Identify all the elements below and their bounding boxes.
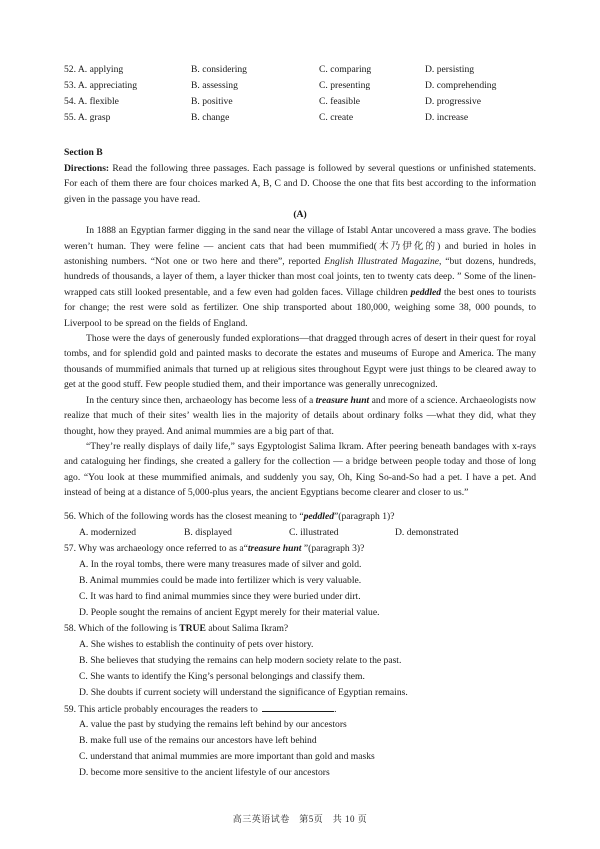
option-a: A. value the past by studying the remains left behind by our ancestors (79, 718, 347, 730)
directions-text: Read the following three passages. Each passage is followed by several questions or unfinished statements. For each of them there are four choices marked A, B, C and D. Choose the one that fits best according to the information given in the passage you have read. (64, 163, 536, 205)
cloze-option-d: D. increase (425, 112, 469, 123)
question-56-stem (64, 509, 536, 525)
cloze-option-b: B. change (191, 112, 230, 123)
directions-label: Directions: (64, 163, 110, 174)
cloze-option-row (64, 62, 536, 78)
option-d: D. demonstrated (395, 526, 459, 538)
cloze-option-b: B. considering (191, 64, 247, 75)
cloze-option-c: C. feasible (319, 96, 361, 107)
option-c: C. She wants to identify the King’s personal belongings and classify them. (79, 670, 365, 682)
option-d: D. She doubts if current society will understand the significance of Egyptian remains. (79, 686, 408, 698)
paragraph-1-text-c: the best ones to tourists for change; the rest were sold as fertilizer. One ship transported about 180,000, weighing some 38, 000 pounds, to Liverpool to be spread on the fields of England. (64, 286, 537, 329)
question-56-options (64, 525, 536, 541)
option-a: A. She wishes to establish the continuity of pets over history. (79, 638, 314, 650)
page-footer: 高三英语试卷 第5页 共 10 页 (232, 814, 368, 824)
question-59-stem (64, 701, 536, 717)
cloze-option-b: B. assessing (191, 80, 238, 91)
question-56-stem-b: ”(paragraph 1)? (334, 510, 395, 522)
cloze-option-d: D. comprehending (425, 80, 497, 91)
question-57 (64, 541, 536, 621)
cloze-option-a: 52. A. applying (64, 64, 124, 75)
paragraph-2: Those were the days of generously funded explorations—that dragged through acres of desert in their quest for royal tombs, and for splendid gold and painted masks to decorate the estates and museums of Europe and America. The many thousands of mummified animals that turned up at religious sites throughout Egypt were just things to be cleared away to get at the good stuff. Few people studied them, and their importance was generally unrecognized. (64, 333, 536, 391)
question-58-keyword: TRUE (179, 622, 206, 634)
question-59 (64, 701, 536, 781)
paragraph-3 (64, 393, 536, 439)
section-title: Section B (64, 147, 103, 158)
answer-blank (262, 701, 334, 712)
question-56-stem-a: 56. Which of the following words has the closest meaning to “ (64, 510, 304, 522)
option-c: C. It was hard to find animal mummies since they were buried under dirt. (79, 590, 361, 602)
option-c: C. understand that animal mummies are more important than gold and masks (79, 750, 375, 762)
question-58-stem-a: 58. Which of the following is (64, 622, 180, 634)
option-b: B. She believes that studying the remains can help modern society relate to the past. (79, 654, 402, 666)
keyword-treasure-hunt: treasure hunt (315, 394, 370, 406)
paragraph-1-text-a: In 1888 an Egyptian farmer digging in the sand near the village of Istabl Antar uncovered a mass grave. The bodies weren’t human. They were feline — ancient cats that had been mummified(木乃伊化的) and buried in holes in astonishing numbers. “Not one or two here and there”, reported (64, 225, 536, 268)
keyword-peddled: peddled (410, 286, 442, 298)
cloze-option-a: 54. A. flexible (64, 96, 119, 107)
option-b: B. displayed (184, 526, 232, 538)
option-c: C. illustrated (289, 526, 339, 538)
question-56 (64, 509, 536, 541)
option-a: A. modernized (79, 526, 137, 538)
magazine-title: English Illustrated Magazine (324, 256, 440, 268)
option-b: B. make full use of the remains our ancestors have left behind (79, 734, 317, 746)
option-b: B. Animal mummies could be made into fertilizer which is very valuable. (79, 574, 362, 586)
cloze-option-b: B. positive (191, 96, 233, 107)
cloze-option-row (64, 94, 536, 110)
cloze-option-row (64, 78, 536, 94)
paragraph-1-text-b: , “but dozens, hundreds, hundreds of thousands, a layer of them, a layer thicker than most coal joints, ten to twenty cats deep. ” Some of the linen-wrapped cats still looked presentable, and a few even had golden faces. Village children (64, 256, 536, 298)
question-58-stem (64, 621, 536, 637)
question-58 (64, 621, 536, 701)
question-59-stem-text: 59. This article probably encourages the readers to (64, 703, 258, 715)
directions (64, 161, 536, 207)
question-59-stem-end: . (334, 703, 337, 715)
option-a: A. In the royal tombs, there were many treasures made of silver and gold. (79, 558, 362, 570)
question-57-stem (64, 541, 536, 557)
question-58-stem-b: about Salima Ikram? (205, 622, 289, 634)
question-57-keyword: treasure hunt (247, 542, 302, 554)
option-d: D. People sought the remains of ancient Egypt merely for their material value. (79, 606, 380, 618)
cloze-option-c: C. create (319, 112, 354, 123)
passage-label: (A) (293, 209, 307, 221)
cloze-option-a: 55. A. grasp (64, 112, 111, 123)
paragraph-3-text-b: and more of a science. Archaeologists now realize that much of their sites’ wealth lies in the majority of details about ordinary folks —what they did, what they thought, how they prayed. And animal mummies are a big part of that. (64, 394, 537, 437)
cloze-option-a: 53. A. appreciating (64, 80, 137, 91)
cloze-option-d: D. persisting (425, 64, 475, 75)
cloze-option-row (64, 110, 536, 126)
paragraph-4: “They’re really displays of daily life,” says Egyptologist Salima Ikram. After peering beneath bandages with x-rays and cataloguing her findings, she created a gallery for the collection — a bridge between people today and those of long ago. “You look at these mummified animals, and suddenly you say, Oh, King So-and-So had a pet. I have a pet. And instead of being at a distance of 5,000-plus years, the ancient Egyptians become clearer and closer to us.” (64, 440, 536, 499)
cloze-option-d: D. progressive (425, 96, 481, 107)
paragraph-3-text-a: In the century since then, archaeology has become less of a (86, 394, 316, 406)
question-56-keyword: peddled (303, 510, 334, 522)
question-57-stem-a: 57. Why was archaeology once referred to as a“ (64, 542, 248, 554)
paragraph-1 (64, 223, 536, 331)
option-d: D. become more sensitive to the ancient lifestyle of our ancestors (79, 766, 330, 778)
exam-page (64, 62, 536, 781)
cloze-options-table (64, 62, 536, 126)
cloze-option-c: C. comparing (319, 64, 372, 75)
question-57-stem-b: ”(paragraph 3)? (301, 542, 365, 554)
cloze-option-c: C. presenting (319, 80, 371, 91)
